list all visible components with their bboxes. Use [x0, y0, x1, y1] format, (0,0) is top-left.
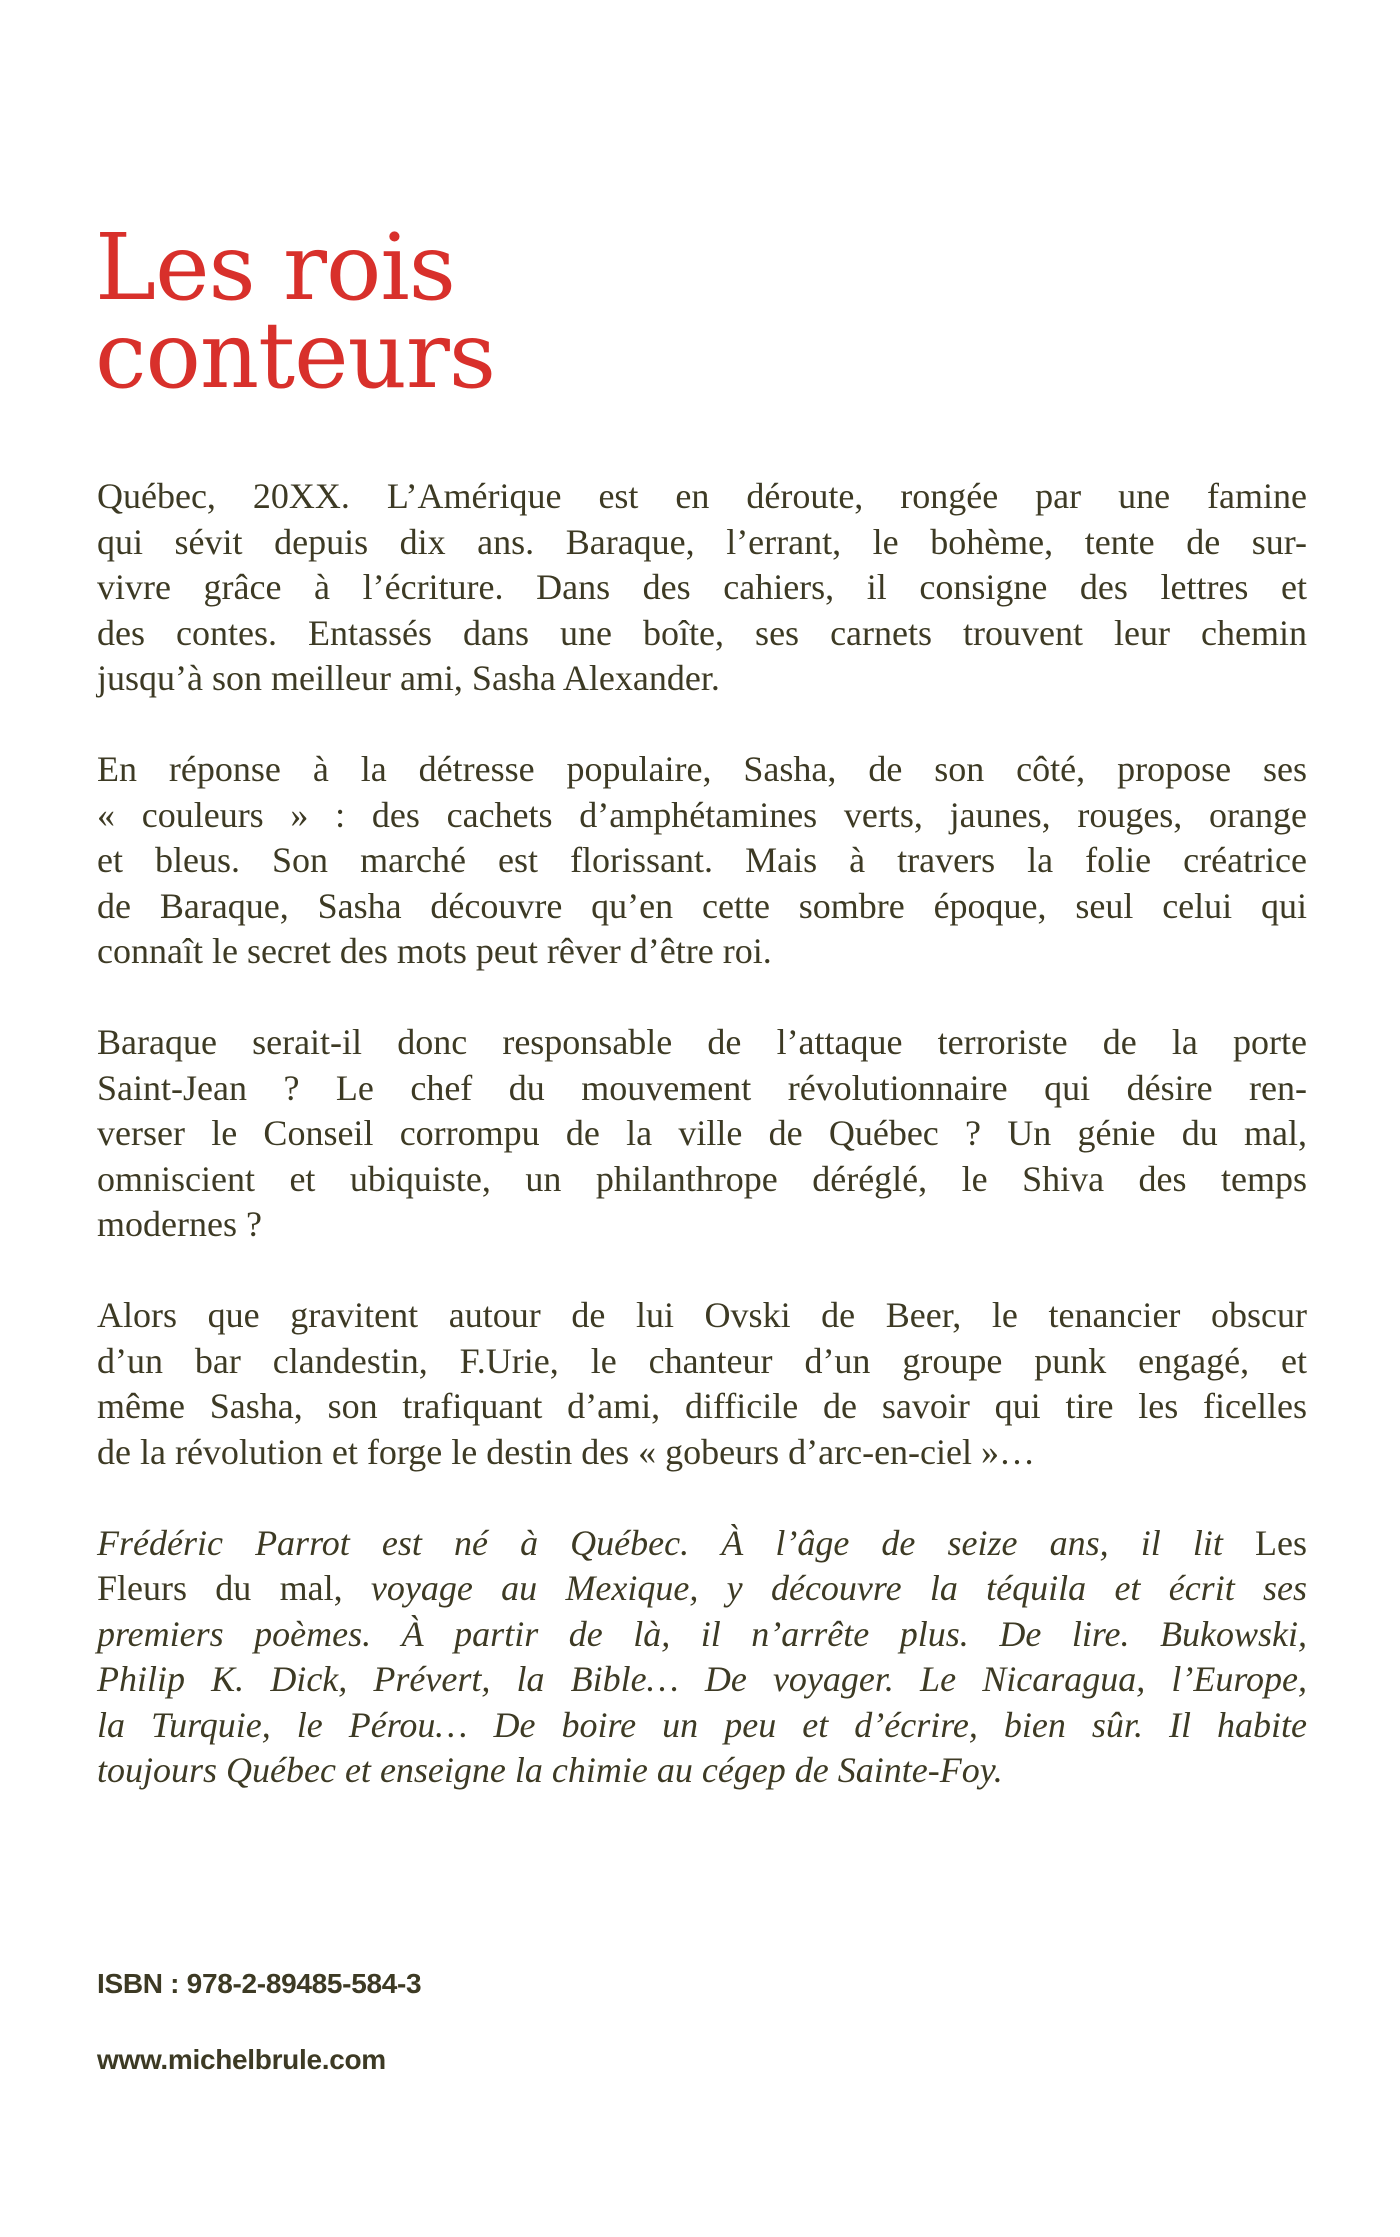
text-line: [97, 1703, 1307, 1749]
book-title: [95, 214, 496, 409]
text-line: connaît le secret des mots peut rêver d’être roi.: [97, 931, 772, 971]
bio-text: Frédéric Parrot est né à Québec. À l’âge de seize ans, il lit: [97, 1522, 1223, 1563]
book-reference: Fleurs du mal,: [97, 1568, 343, 1608]
bio-text: premiers poèmes. À partir de là, il n’arrête plus. De lire. Bukowski,: [97, 1613, 1307, 1654]
text-line: omniscient et ubiquiste, un philanthrope déréglé, le Shiva des temps: [97, 1158, 1307, 1199]
text-line: En réponse à la détresse populaire, Sasha, de son côté, propose ses: [97, 749, 1307, 789]
text-line: et bleus. Son marché est florissant. Mais à travers la folie créatrice: [97, 840, 1307, 880]
text-line: jusqu’à son meilleur ami, Sasha Alexander.: [97, 658, 720, 698]
text-line: de la révolution et forge le destin des « gobeurs d’arc-en-ciel »…: [97, 1431, 1036, 1472]
text-line: Baraque serait-il donc responsable de l’attaque terroriste de la porte: [97, 1022, 1307, 1062]
text-line: des contes. Entassés dans une boîte, ses carnets trouvent leur chemin: [97, 612, 1307, 653]
text-line: [97, 1612, 1307, 1658]
text-line: [97, 1521, 1307, 1567]
text-line: d’un bar clandestin, F.Urie, le chanteur d’un groupe punk engagé, et: [97, 1340, 1307, 1381]
bio-text: la Turquie, le Pérou… De boire un peu et d’écrire, bien sûr. Il habite: [97, 1704, 1307, 1745]
summary-paragraph-1: [97, 474, 1307, 702]
title-line-2: conteurs: [95, 302, 496, 409]
bio-text: toujours Québec et enseigne la chimie au cégep de Sainte-Foy.: [97, 1750, 1003, 1790]
text-line: Saint-Jean ? Le chef du mouvement révolutionnaire qui désire ren-: [97, 1067, 1307, 1108]
text-line: qui sévit depuis dix ans. Baraque, l’errant, le bohème, tente de sur-: [97, 521, 1307, 562]
isbn: ISBN : 978-2-89485-584-3: [97, 1968, 422, 1999]
text-line: de Baraque, Sasha découvre qu’en cette sombre époque, seul celui qui: [97, 885, 1307, 926]
bio-text: Philip K. Dick, Prévert, la Bible… De voyager. Le Nicaragua, l’Europe,: [97, 1659, 1307, 1699]
title-line-1: Les rois: [95, 214, 455, 321]
summary-paragraph-3: [97, 1020, 1307, 1248]
author-bio: [97, 1521, 1307, 1794]
text-line: Québec, 20XX. L’Amérique est en déroute, rongée par une famine: [97, 476, 1307, 516]
text-line: vivre grâce à l’écriture. Dans des cahiers, il consigne des lettres et: [97, 567, 1307, 607]
text-line: [97, 1657, 1307, 1703]
summary-paragraph-2: [97, 747, 1307, 975]
book-reference: Les: [1255, 1522, 1307, 1563]
summary-paragraph-4: [97, 1293, 1307, 1475]
text-line: [97, 1748, 1307, 1794]
text-line: modernes ?: [97, 1204, 262, 1244]
bio-text: voyage au Mexique, y découvre la téquila et écrit ses: [370, 1568, 1307, 1608]
summary-text: [97, 474, 1307, 1839]
text-line: même Sasha, son trafiquant d’ami, difficile de savoir qui tire les ficelles: [97, 1386, 1307, 1426]
text-line: Alors que gravitent autour de lui Ovski de Beer, le tenancier obscur: [97, 1295, 1307, 1335]
text-line: [97, 1566, 1307, 1612]
text-line: verser le Conseil corrompu de la ville de Québec ? Un génie du mal,: [97, 1113, 1307, 1153]
publisher-website: www.michelbrule.com: [97, 2044, 386, 2075]
text-line: « couleurs » : des cachets d’amphétamines verts, jaunes, rouges, orange: [97, 794, 1307, 835]
